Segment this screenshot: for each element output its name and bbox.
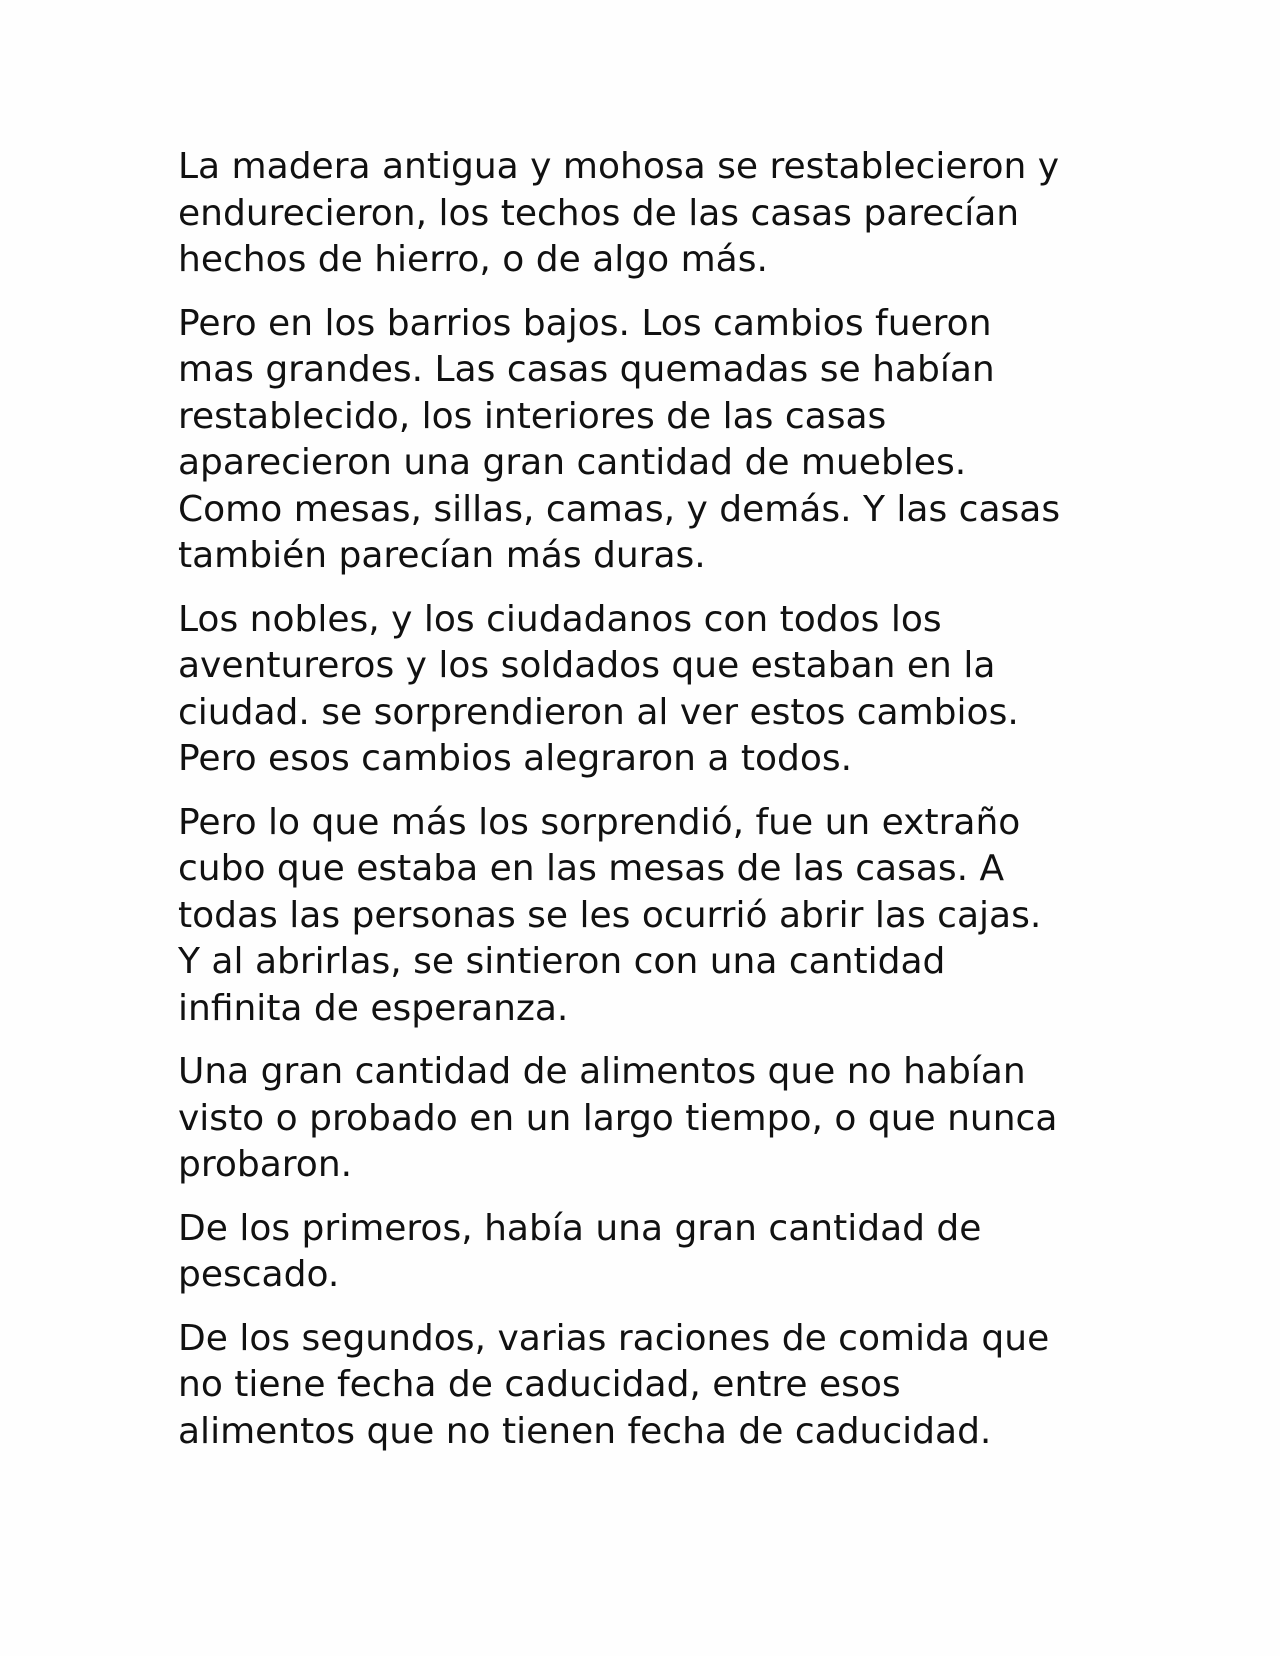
- paragraph-5: Una gran cantidad de alimentos que no habían visto o probado en un largo tiempo, o que nunca probaron.: [178, 1051, 1058, 1185]
- paragraph-4: Pero lo que más los sorprendió, fue un extraño cubo que estaba en las mesas de las casas. A todas las personas se les ocurrió abrir las cajas. Y al abrirlas, se sintieron con una cantidad infinita de esperanza.: [178, 801, 1042, 1029]
- paragraph-7: De los segundos, varias raciones de comida que no tiene fecha de caducidad, entre esos alimentos que no tienen fecha de caducidad.: [178, 1317, 1050, 1452]
- body-text: [178, 144, 1118, 1472]
- paragraph-3: Los nobles, y los ciudadanos con todos los aventureros y los soldados que estaban en la ciudad. se sorprendieron al ver estos cambios. Pero esos cambios alegraron a todos.: [178, 598, 1019, 779]
- paragraph-6: De los primeros, había una gran cantidad de pescado.: [178, 1207, 982, 1295]
- paragraph-2: Pero en los barrios bajos. Los cambios fueron mas grandes. Las casas quemadas se habían restablecido, los interiores de las casas aparecieron una gran cantidad de muebles. Como mesas, sillas, camas, y demás. Y las casas también parecían más duras.: [178, 302, 1061, 576]
- paragraph-1: La madera antigua y mohosa se restablecieron y endurecieron, los techos de las casas parecían hechos de hierro, o de algo más.: [178, 146, 1060, 280]
